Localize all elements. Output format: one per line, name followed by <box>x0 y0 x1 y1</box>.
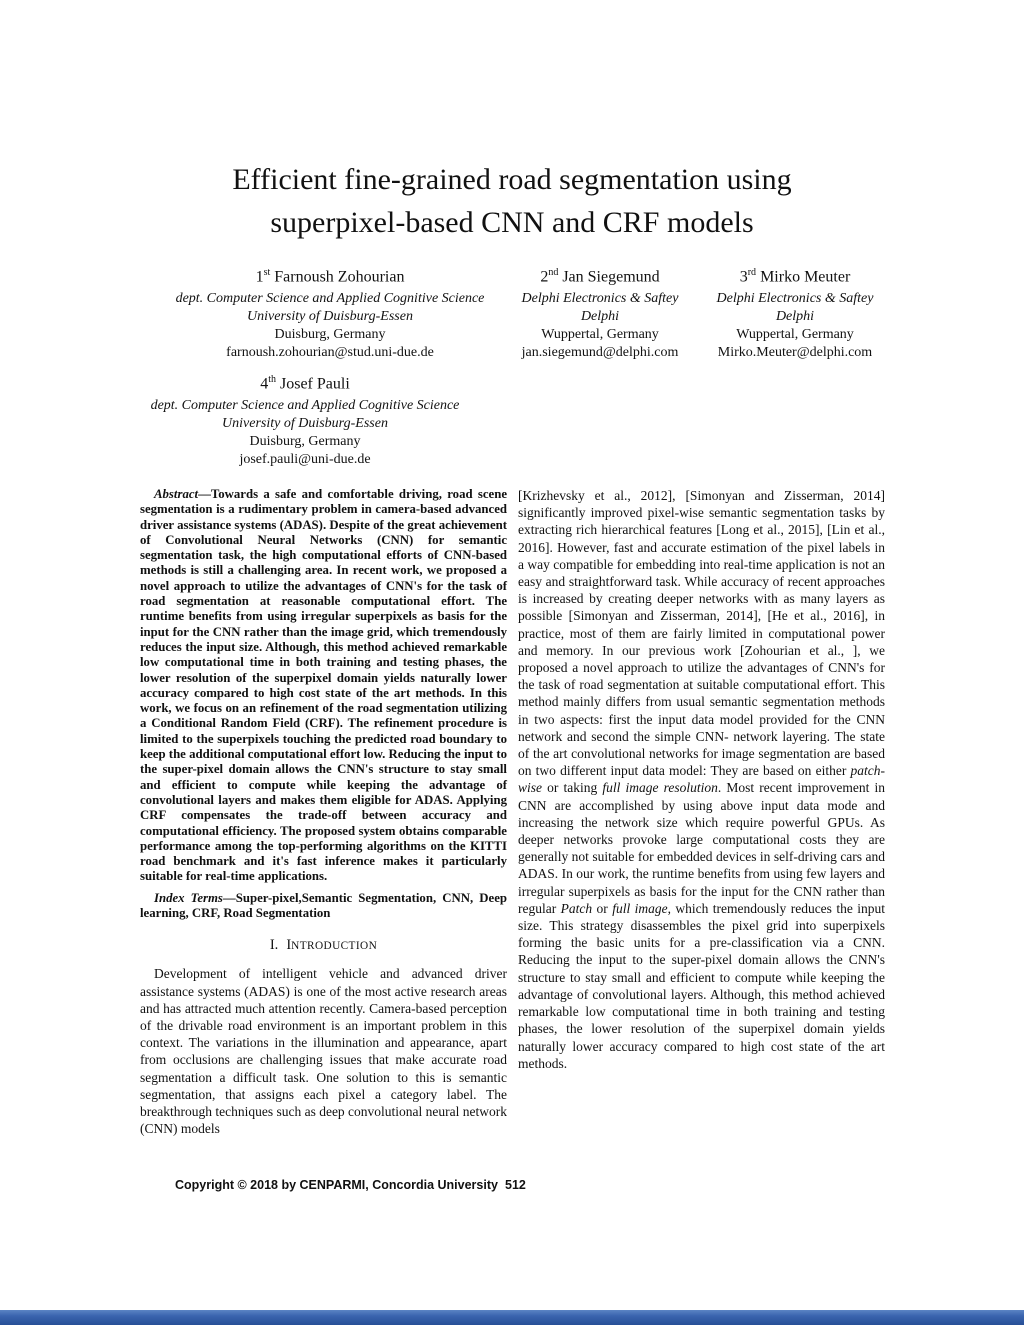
author-ordinal-suffix: nd <box>548 267 559 278</box>
author-email: jan.siegemund@delphi.com <box>521 345 679 361</box>
section-title-smallcaps: NTRODUCTION <box>291 940 378 953</box>
page-number: 512 <box>505 1178 526 1192</box>
copyright-notice: Copyright © 2018 by CENPARMI, Concordia University <box>175 1178 498 1192</box>
author-institution: University of Duisburg-Essen <box>222 416 388 432</box>
paper-title <box>0 158 1024 244</box>
left-column <box>140 487 507 1137</box>
author-ordinal-suffix: st <box>263 267 271 278</box>
author-name <box>130 263 530 287</box>
author-block-2 <box>490 263 710 362</box>
author-email: josef.pauli@uni-due.de <box>239 452 371 468</box>
author-city: Wuppertal, Germany <box>736 327 854 343</box>
intro-paragraph-right: [Krizhevsky et al., 2012], [Simonyan and Zisserman, 2014] significantly improved pixel-wise semantic segmentation tasks by extracting rich hierarchical features [Long et al., 2015], [Lin et al., 2016]. However, fast and accurate estimation of the pixel labels in a way compatible for embedding into real-time application is not an easy and straightforward task. While accuracy of recent approaches is increased by creating deeper networks with as many layers as possible [Simonyan and Zisserman, 2014], [He et al., 2016], in practice, most of them are fairly limited in computational power and memory. In our previous work [Zohourian et al., ], we proposed a novel approach to utilize the advantages of CNN's for the task of road segmentation at suitable computational effort. This method mainly differs from usual semantic segmentation methods in two aspects: first the input data model provided for the CNN network and second the simple CNN- network layering. The state of the art convolutional networks for image segmentation are based on two different input data model: They are based on either patch-wise or taking full image resolution. Most recent improvement in CNN are accomplished by using above input data mode and increasing the network size which require powerful GPUs. As deeper networks provoke large computational costs they are generally not suitable for embedded devices in self-driving cars and ADAS. In our work, the runtime benefits from using few layers and irregular superpixels as basis for the input for the CNN rather than regular Patch or full image, which tremendously reduces the input size. This strategy disassembles the pixel grid into superpixels forming the basic units for a pre-classification via a CNN. Reducing the input to the super-pixel domain allows the CNN's structure to stay small and efficient to compute while keeping the advantage of convolutional layers. Although, this method achieved remarkable low computational time in both training and testing phases, the lower resolution of the superpixel domain yields naturally lower accuracy compared to high cost state of the art methods. <box>518 488 885 1071</box>
author-city: Duisburg, Germany <box>249 434 361 450</box>
author-name <box>85 370 525 394</box>
author-institution: Delphi <box>775 309 815 325</box>
author-ordinal-suffix: rd <box>747 267 757 278</box>
author-affiliation: Delphi Electronics & Saftey <box>716 291 874 307</box>
section-number: I. <box>269 937 279 954</box>
author-ordinal: 3 <box>739 268 748 286</box>
author-block-4 <box>85 370 525 469</box>
page-footer <box>140 1178 874 1192</box>
author-city: Duisburg, Germany <box>274 327 386 343</box>
author-affiliation: dept. Computer Science and Applied Cognitive Science <box>175 291 485 307</box>
author-ordinal-suffix: th <box>268 374 276 385</box>
author-fullname: Josef Pauli <box>280 375 350 393</box>
paper-title-line-2: superpixel-based CNN and CRF models <box>270 206 754 239</box>
author-ordinal: 2 <box>540 268 549 286</box>
section-heading-introduction <box>140 937 507 954</box>
author-institution: Delphi <box>580 309 620 325</box>
author-fullname: Farnoush Zohourian <box>274 268 405 286</box>
author-block-3 <box>685 263 905 362</box>
abstract-paragraph: Abstract—Towards a safe and comfortable driving, road scene segmentation is a rudimentary problem in camera-based advanced driver assistance systems (ADAS). Despite of the great achievement of Convolutional Neural Networks (CNN) for semantic segmentation task, the high computational efforts of CNN-based methods is still a challenging area. In recent work, we proposed a novel approach to utilize the advantages of CNN's for the task of road segmentation at reasonable computational effort. The runtime benefits from using irregular superpixels as basis for the input for the CNN rather than the image grid, which tremendously reduces the input size. Although, this method achieved remarkable low computational time in both training and testing phases, the lower resolution of the superpixel domain yields naturally lower accuracy compared to high cost state of the art methods. In this work, we focus on an refinement of the road segmentation utilizing a Conditional Random Field (CRF). The refinement procedure is limited to the superpixels touching the predicted road boundary to keep the additional computational effort low. Reducing the input to the super-pixel domain allows the CNN's structure to stay small and efficient to compute while keeping the advantage of convolutional layers and makes them eligible for ADAS. Applying CRF compensates the trade-off between accuracy and computational efficiency. The proposed system obtains comparable performance among the top-performing algorithms on the KITTI road benchmark and it's fast inference makes it particularly suitable for real-time applications. <box>140 487 507 884</box>
paper-title-line-1: Efficient fine-grained road segmentation using <box>232 163 792 196</box>
author-city: Wuppertal, Germany <box>541 327 659 343</box>
author-name <box>490 263 710 287</box>
right-column <box>518 487 885 1072</box>
intro-paragraph-left: Development of intelligent vehicle and advanced driver assistance systems (ADAS) is one of the most active research areas and has attracted much attention recently. Camera-based perception of the drivable road environment is an important problem in this context. The variations in the illumination and appearance, apart from occlusions are challenging issues that make accurate road segmentation a difficult task. One solution to this is semantic segmentation, that assigns each pixel a category label. The breakthrough techniques such as deep convolutional neural network (CNN) models <box>140 966 508 1137</box>
author-ordinal: 4 <box>260 375 269 393</box>
author-affiliation: dept. Computer Science and Applied Cognitive Science <box>150 398 460 414</box>
author-fullname: Jan Siegemund <box>562 268 660 286</box>
author-fullname: Mirko Meuter <box>760 268 851 286</box>
section-title-initial: I <box>286 937 292 954</box>
author-institution: University of Duisburg-Essen <box>247 309 413 325</box>
author-name <box>685 263 905 287</box>
author-affiliation: Delphi Electronics & Saftey <box>521 291 679 307</box>
author-ordinal: 1 <box>255 268 264 286</box>
author-block-1 <box>130 263 530 362</box>
bottom-bar <box>0 1310 1024 1325</box>
author-email: Mirko.Meuter@delphi.com <box>717 345 873 361</box>
index-terms: Index Terms—Super-pixel,Semantic Segmentation, CNN, Deep learning, CRF, Road Segmentation <box>140 890 507 921</box>
author-email: farnoush.zohourian@stud.uni-due.de <box>226 345 434 361</box>
